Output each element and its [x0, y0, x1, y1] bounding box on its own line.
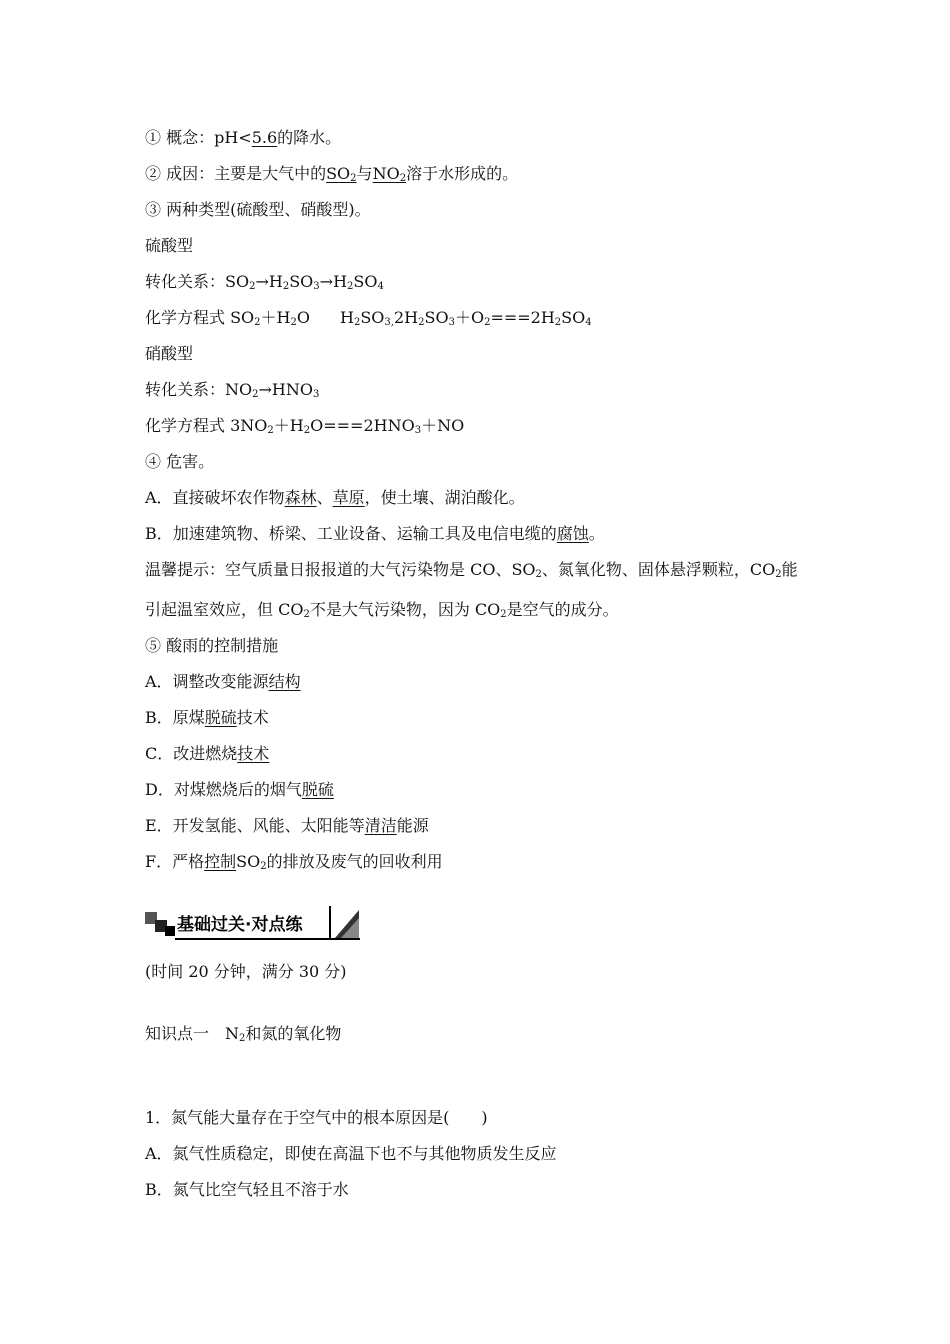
control-item-b: B．原煤脱硫技术: [145, 708, 269, 727]
harm-heading: ④ 危害。: [145, 452, 215, 471]
tip-line-1: 温馨提示：空气质量日报报道的大气污染物是 CO、$SO_2$、氮氧化物、固体悬浮颗粒，$CO_2$能: [145, 560, 798, 580]
sulfuric-equation: 化学方程式 $SO_2+H_2O$ $H_2SO_{3,}2H_2SO_3+O_2===2H_2SO_4$: [145, 308, 592, 328]
sulfuric-type-heading: 硫酸型: [145, 236, 194, 255]
nitric-conversion: 转化关系：$NO_2\to HNO_3$: [145, 380, 320, 400]
control-item-f: F．严格控制$SO_2$的排放及废气的回收利用: [145, 852, 443, 872]
sulfuric-conversion: 转化关系：$SO_2\to H_2SO_3\to H_2SO_4$: [145, 272, 384, 292]
acid-rain-concept: ① 概念：pH<5.6的降水。: [145, 128, 342, 147]
answer-blank: 森林: [284, 488, 317, 507]
answer-blank: 脱硫: [301, 780, 334, 799]
answer-blank: 腐蚀: [556, 524, 589, 543]
harm-item-a: A．直接破坏农作物森林、草原，使土壤、湖泊酸化。: [145, 488, 525, 507]
answer-blank: 技术: [237, 744, 270, 763]
control-item-d: D．对煤燃烧后的烟气脱硫: [145, 780, 334, 799]
answer-blank: 脱硫: [204, 708, 237, 727]
control-item-a: A．调整改变能源结构: [145, 672, 301, 691]
answer-blank: 控制: [204, 852, 237, 871]
acid-rain-types: ③ 两种类型(硫酸型、硝酸型)。: [145, 200, 371, 219]
banner-corner-icon: [329, 906, 360, 940]
question-1-option-b: B．氮气比空气轻且不溶于水: [145, 1180, 349, 1199]
harm-item-b: B．加速建筑物、桥梁、工业设备、运输工具及电信电缆的腐蚀。: [145, 524, 605, 543]
tip-line-2: 引起温室效应，但 $CO_2$不是大气污染物，因为 $CO_2$是空气的成分。: [145, 600, 619, 620]
question-1-stem: 1．氮气能大量存在于空气中的根本原因是( ): [145, 1108, 488, 1127]
nitric-type-heading: 硝酸型: [145, 344, 194, 363]
time-note: (时间 20 分钟，满分 30 分): [145, 962, 347, 981]
control-item-e: E．开发氢能、风能、太阳能等清洁能源: [145, 816, 429, 835]
control-heading: ⑤ 酸雨的控制措施: [145, 636, 279, 655]
banner-square-icon: [165, 926, 175, 936]
section-banner: [145, 906, 360, 940]
answer-blank: 结构: [268, 672, 301, 691]
answer-blank: $SO_2$: [326, 164, 357, 184]
answer-blank: $NO_2$: [372, 164, 407, 184]
answer-blank: 草原: [332, 488, 365, 507]
nitric-equation: 化学方程式 $3NO_2+H_2O===2HNO_3+NO$: [145, 416, 465, 436]
control-item-c: C．改进燃烧技术: [145, 744, 270, 763]
answer-blank: 清洁: [364, 816, 397, 835]
acid-rain-cause: ② 成因：主要是大气中的$SO_2$与$NO_2$溶于水形成的。: [145, 164, 519, 184]
question-1-option-a: A．氮气性质稳定，即使在高温下也不与其他物质发生反应: [145, 1144, 557, 1163]
banner-title: 基础过关·对点练: [177, 915, 303, 935]
knowledge-point-title: 知识点一 $N_2$和氮的氧化物: [145, 1024, 342, 1044]
answer-blank: 5.6: [251, 128, 278, 147]
